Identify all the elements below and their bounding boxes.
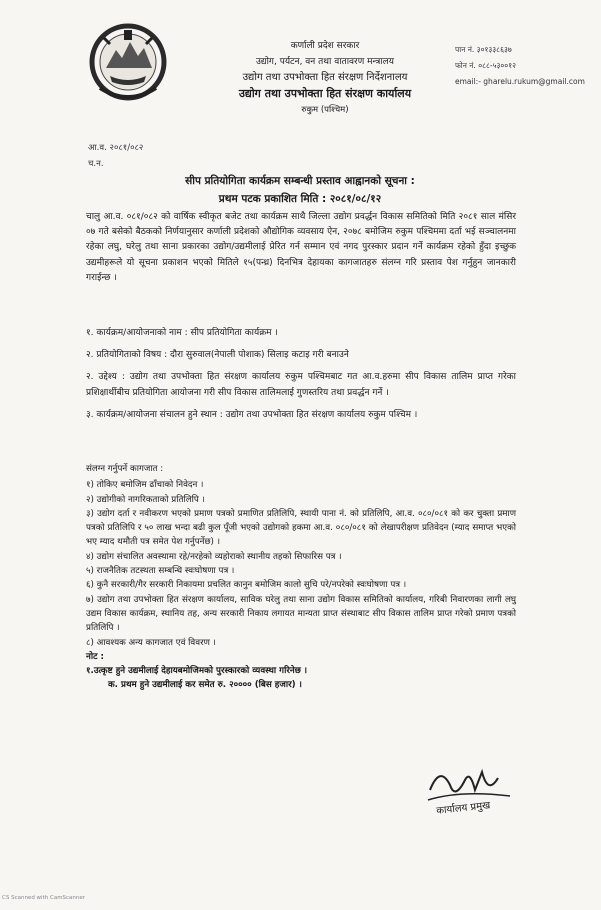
nepal-government-emblem-icon (86, 18, 170, 110)
fax-number: फोन नं. ०८८-५३००१२ (455, 61, 517, 70)
reference-block (88, 140, 143, 172)
competition-subject: २. प्रतियोगिताको विषय : दौरा सुरुवाल(नेपाली पोशाक) सिलाइ कटाइ गरी बनाउने (86, 350, 349, 361)
notice-intro: चालु आ.व. ०८१/०८२ को वार्षिक स्वीकृत बजेट तथा कार्यक्रम साथै जिल्ला उद्योग प्रवर्द्धन विकास समितिको मिति २०८१ साल मंसिर ०७ गते बसेको बैठकको निर्णयानुसार कर्णाली प्रदेशको औद्योगिक व्यवसाय ऐन, २०७८ बमोजिम रुकुम पश्चिममा दर्ता भई सञ्चालनमा रहेका लघु, घरेलु तथा साना प्रकारका उद्योग/उद्यमीलाई प्रेरित गर्न सम्मान एवं नगद पुरस्कार प्रदान गर्ने कार्यक्रम रहेको हुँदा इच्छुक उद्यमीहरूले यो सूचना प्रकाशन भएको मितिले १५(पन्ध्र) दिनभित्र देहायका कागजातहरु संलग्न गरि प्रस्ताव पेश गर्नुहुन जानकारी गराईन्छ । (86, 212, 516, 283)
office-location: रुकुम (पश्चिम) (301, 105, 349, 115)
dispatch-number: च.न. (88, 159, 104, 169)
phone-number: पान नं. ३०१३३८६३७ (455, 45, 512, 54)
email-address: email:- gharelu.rukum@gmail.com (455, 77, 585, 86)
documents-heading: संलग्न गर्नुपर्ने कागजात : (86, 464, 164, 474)
note-item: १.उत्कृष्ट हुने उद्यमीलाई देहायबमोजिमको पुरस्कारको व्यवस्था गरिनेछ । (86, 666, 308, 677)
signature-icon (420, 760, 550, 830)
notice-publish-date: प्रथम पटक प्रकाशित मिति : २०८१/०८/१२ (218, 193, 382, 205)
note-subitem: क. प्रथम हुने उद्यमीलाई कर समेत रु. २०००० (बिस हजार) । (108, 680, 302, 691)
office-name: उद्योग तथा उपभोक्ता हित संरक्षण कार्यालय (238, 87, 412, 100)
notice-title (80, 172, 520, 208)
ministry-name: उद्योग, पर्यटन, वन तथा वातावरण मन्त्रालय (255, 57, 395, 67)
document-item: ४) उद्योग संचालित अवस्थामा रहे/नरहेको व्यहोराको स्थानीय तहको सिफारिस पत्र । (86, 551, 342, 562)
program-objective: २. उद्देश्य : उद्योग तथा उपभोक्ता हित संरक्षण कार्यालय रुकुम पश्चिमबाट गत आ.व.हरुमा सीप विकास तालिम प्राप्त गरेका प्रशिक्षार्थीबीच प्रतियोगिता आयोजना गरी सीप विकास तालिमलाई गुणस्तरिय तथा प्रवर्द्धन गर्ने । (86, 372, 516, 398)
note-heading: नोट : (86, 651, 104, 662)
document-item: २) उद्योगीको नागरिकताको प्रतिलिपि । (86, 494, 205, 505)
program-location: ३. कार्यक्रम/आयोजना संचालन हुने स्थान : उद्योग तथा उपभोक्ता हित संरक्षण कार्यालय रुकुम पश्चिम । (86, 409, 418, 420)
scanner-watermark: CS Scanned with CamScanner (2, 895, 86, 901)
document-item: ७) उद्योग तथा उपभोक्ता हित संरक्षण कार्यालय, साविक घरेलु तथा साना उद्योग विकास समितिको कार्यालय, गरिबी निवारणका लागी लघु उद्यम विकास कार्यक्रम, स्थानिय तह, अन्य सरकारी निकाय लगायत मान्यता प्राप्त संस्थाबाट सीप विकास तालिम प्राप्त गरेको प्रमाण पत्रको प्रतिलिपि । (86, 594, 516, 634)
document-item: ५) राजनैतिक तटस्थता सम्बन्धि स्वःघोषणा पत्र । (86, 566, 235, 577)
notice-title-line1: सीप प्रतियोगिता कार्यक्रम सम्बन्धी प्रस्ताव आह्वानको सूचना : (185, 175, 415, 187)
contact-block (455, 42, 585, 90)
office-header (190, 38, 460, 118)
directorate-name: उद्योग तथा उपभोक्ता हित संरक्षण निर्देशनालय (242, 72, 408, 83)
reference-number: आ.व. २०८१/०८२ (88, 143, 144, 153)
required-documents (86, 462, 516, 693)
document-item: ६) कुनै सरकारी/गैर सरकारी निकायमा प्रचलित कानुन बमोजिम कालो सुचि परे/नपरेको स्वःघोषणा पत्र । (86, 580, 407, 591)
program-name: १. कार्यक्रम/आयोजनाको नाम : सीप प्रतियोगिता कार्यक्रम । (86, 328, 278, 338)
document-item: १) तोकिए बमोजिम ढाँचाको निवेदन । (86, 480, 204, 491)
document-item: ३) उद्योग दर्ता र नवीकरण भएको प्रमाण पत्रको प्रमाणित प्रतिलिपि, स्थायी पाना नं. को प्रतिलिपि, आ.व. ०८०/०८१ को कर चुक्ता प्रमाण पत्रको प्रतिलिपि र ५० लाख भन्दा बढी कुल पूँजी भएको उद्योगको हकमा आ.व. ०८०/०८१ को लेखापरीक्षण प्रतिवेदन (म्याद समाप्त भएको भए म्याद थमौती पत्र समेत पेश गर्नुपर्नेछ) । (86, 508, 516, 548)
program-details (86, 326, 516, 430)
document-item: ८) आवश्यक अन्य कागजात एवं विवरण । (86, 637, 216, 648)
province-name: कर्णाली प्रदेश सरकार (290, 41, 360, 51)
signatory-designation: कार्यालय प्रमुख (435, 800, 491, 817)
